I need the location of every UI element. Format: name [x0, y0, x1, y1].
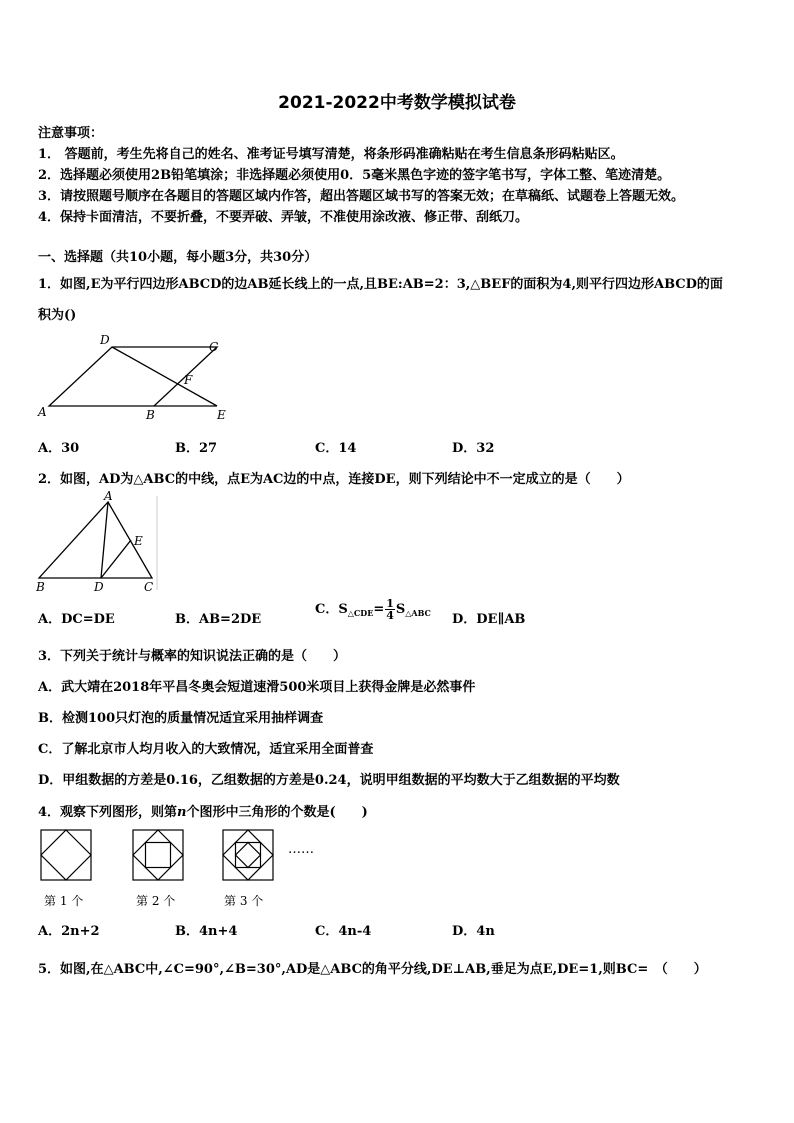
- q3-option-a[interactable]: A．武大靖在2018年平昌冬奥会短道速滑500米项目上获得金牌是必然事件: [38, 680, 476, 695]
- q1-label-d: D: [100, 333, 110, 347]
- q2-option-d[interactable]: D．DE∥AB: [452, 612, 526, 627]
- q5-stem: 5．如图,在△ABC中,∠C=90°,∠B=30°,AD是△ABC的角平分线,DE⊥AB,垂足为点E,DE=1,则BC= （ ）: [38, 962, 707, 977]
- note-item-1: 1． 答题前，考生先将自己的姓名、准考证号填写清楚，将条形码准确粘贴在考生信息条形码粘贴区。: [38, 147, 624, 162]
- q4-caption-1: 第 1 个: [44, 894, 84, 908]
- q4-caption-3: 第 3 个: [224, 894, 264, 908]
- note-item-2: 2．选择题必须使用2B铅笔填涂；非选择题必须使用0．5毫米黑色字迹的签字笔书写，字体工整、笔迹清楚。: [38, 168, 671, 183]
- q1-option-a[interactable]: A．30: [38, 441, 80, 456]
- q4-figures: [40, 828, 280, 884]
- q1-stem-line2: 积为(): [38, 308, 77, 323]
- q3-option-b[interactable]: B．检测100只灯泡的质量情况适宜采用抽样调查: [38, 711, 324, 726]
- q1-label-f: F: [184, 373, 193, 387]
- q4-stem-post: 个图形中三角形的个数是( ): [186, 805, 368, 820]
- q2-triangle-figure: [34, 490, 160, 596]
- q3-stem: 3．下列关于统计与概率的知识说法正确的是（ ）: [38, 649, 347, 664]
- q2-option-a[interactable]: A．DC=DE: [38, 612, 115, 627]
- note-item-3: 3．请按照题号顺序在各题目的答题区域内作答，超出答题区域书写的答案无效；在草稿纸、试题卷上答题无效。: [38, 189, 685, 204]
- q1-option-c[interactable]: C．14: [315, 441, 357, 456]
- q1-option-d[interactable]: D．32: [452, 441, 495, 456]
- q2-fraction-den: 4: [386, 609, 394, 622]
- note-item-4: 4．保持卡面清洁，不要折叠，不要弄破、弄皱，不准使用涂改液、修正带、刮纸刀。: [38, 210, 529, 225]
- q2-label-a: A: [104, 490, 113, 503]
- q4-caption-2: 第 2 个: [136, 894, 176, 908]
- q1-label-e: E: [217, 408, 226, 422]
- q4-option-c[interactable]: C．4n-4: [315, 924, 372, 939]
- q2-label-d: D: [94, 580, 104, 594]
- q4-ellipsis: ……: [288, 842, 314, 857]
- q3-option-c[interactable]: C．了解北京市人均月收入的大致情况，适宜采用全面普查: [38, 742, 374, 757]
- q2-option-b[interactable]: B．AB=2DE: [175, 612, 262, 627]
- q2-option-c-sub1: △CDE: [347, 608, 374, 618]
- page-title: 2021-2022中考数学模拟试卷: [278, 93, 516, 113]
- q2-label-c: C: [144, 580, 154, 594]
- section-heading: 一、选择题（共10小题，每小题3分，共30分）: [38, 250, 318, 265]
- q2-label-e: E: [134, 534, 143, 548]
- q1-option-b[interactable]: B．27: [175, 441, 218, 456]
- q4-option-a[interactable]: A．2n+2: [38, 924, 100, 939]
- q2-stem: 2．如图，AD为△ABC的中线，点E为AC边的中点，连接DE，则下列结论中不一定成立的是（ ）: [38, 472, 630, 487]
- q4-stem-n: n: [177, 805, 187, 820]
- q2-option-c-fraction: [385, 598, 395, 621]
- q4-stem: [38, 801, 368, 820]
- notes-heading: 注意事项：: [38, 126, 104, 141]
- q2-option-c-s2: S: [395, 602, 406, 617]
- q4-option-b[interactable]: B．4n+4: [175, 924, 238, 939]
- q3-option-d[interactable]: D．甲组数据的方差是0.16，乙组数据的方差是0.24，说明甲组数据的平均数大于乙组数据的平均数: [38, 773, 620, 788]
- q4-option-d[interactable]: D．4n: [452, 924, 495, 939]
- q1-label-b: B: [146, 408, 155, 422]
- q2-fraction-num: 1: [386, 597, 394, 610]
- q2-option-c-sub2: △ABC: [405, 608, 431, 618]
- q1-parallelogram-figure: [34, 330, 234, 422]
- q4-stem-pre: 4．观察下列图形，则第: [38, 805, 178, 820]
- q1-stem-line1: 1．如图,E为平行四边形ABCD的边AB延长线上的一点,且BE:AB=2：3,△BEF的面积为4,则平行四边形ABCD的面: [38, 277, 723, 292]
- q2-label-b: B: [36, 580, 45, 594]
- q2-option-c[interactable]: [315, 598, 431, 621]
- q1-label-c: C: [209, 340, 219, 354]
- q2-option-c-eq: =: [373, 602, 385, 617]
- q2-option-c-prefix: C．S: [315, 602, 348, 617]
- q1-label-a: A: [38, 405, 47, 419]
